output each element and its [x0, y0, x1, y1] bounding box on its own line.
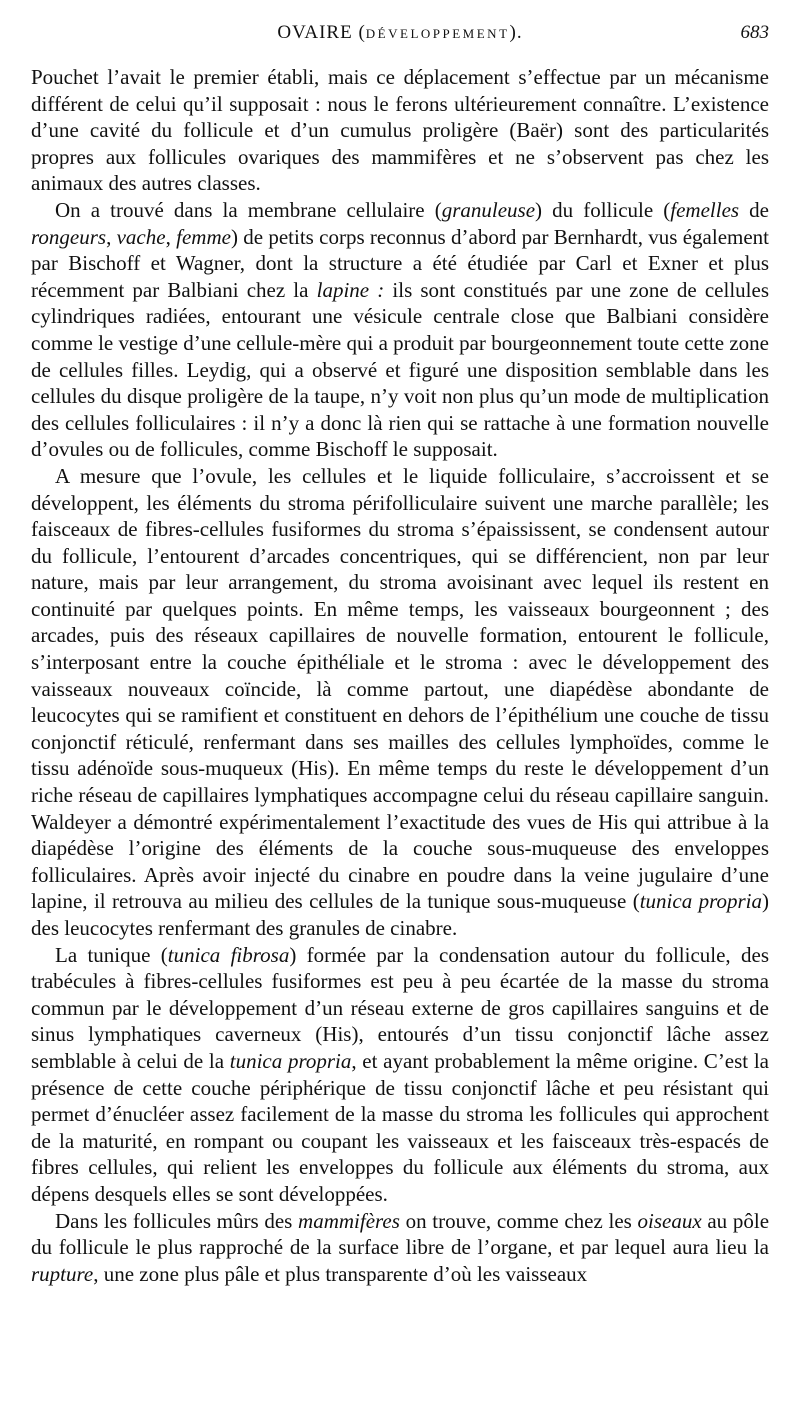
italic-term: tunica fibrosa: [167, 942, 290, 967]
text-run: ils sont constitués par une zone de cellules cylindriques radiées, entourant une vésicule centrale close que Balbiani considère comme le vestige d’une cellule-mère qui a produit par bourgeonnement toute cette zone de cellules filles. Leydig, qui a observé et figuré une disposition semblable dans les cellules du disque proligère de la taupe, n’y voit non plus qu’un mode de multiplication des cellules folliculaires : il n’y a donc là rien qui se rattache à une formation nouvelle d’ovules ou de follicules, comme Bischoff le supposait.: [31, 277, 770, 462]
text-run: ) du follicule (: [535, 197, 671, 222]
italic-term: tunica propria: [229, 1048, 352, 1073]
text-run: Dans les follicules mûrs des: [55, 1208, 299, 1233]
page-number: 683: [740, 22, 769, 43]
text-run: A mesure que l’ovule, les cellules et le liquide folliculaire, s’accroissent et se développent, les éléments du stroma périfolliculaire suivent une marche parallèle; les faisceaux de fibres-cellules fusiformes du stroma s’épaississent, se condensent autour du follicule, l’entourent d’arcades concentriques, qui se différencient, non par leur nature, mais par leur arrangement, du stroma avoisinant avec lequel ils restent en continuité par quelques points. En même temps, les vaisseaux bourgeonnent ; des arcades, puis des réseaux capillaires de nouvelle formation, entourent le follicule, s’interposant entre la couche épithéliale et le stroma : avec le développement des vaisseaux nouveaux coïncide, là comme partout, une diapédèse abondante de leucocytes qui se ramifient et constituent en dehors de l’épithélium une couche de tissu conjonctif réticulé, renfermant dans ses mailles des cellules lymphoïdes, comme le tissu adénoïde sous-muqueux (His). En même temps du reste le développement d’un riche réseau de capillaires lymphatiques accompagne celui du réseau capillaire sanguin. Waldeyer a démontré expérimentalement l’exactitude des vues de His qui attribue à la diapédèse l’origine des éléments de la couche sous-muqueuse des enveloppes folliculaires. Après avoir injecté du cinabre en poudre dans la veine jugulaire d’une lapine, il retrouva au milieu des cellules de la tunique sous-muqueuse (: [31, 463, 769, 914]
text-run: ,: [106, 224, 117, 249]
italic-term: rupture: [31, 1261, 94, 1286]
running-title: [31, 22, 769, 44]
text-run: au pôle du follicule le plus rapproché de la surface libre de l’organe, et par lequel aura lieu la: [31, 1208, 770, 1260]
text-run: On a trouvé dans la membrane cellulaire (: [55, 197, 442, 222]
text-run: ,: [165, 224, 177, 249]
text-run: La tunique (: [55, 942, 168, 967]
text-run: Pouchet l’avait le premier établi, mais ce déplacement s’effectue par un mécanisme différent de celui qu’il supposait : nous le ferons ultérieurement connaître. L’existence d’une cavité du follicule et d’un cumulus proligère (Baër) sont des particularités propres aux follicules ovariques des mammifères et ne s’observent pas chez les animaux des autres classes.: [31, 65, 769, 196]
italic-term: femme: [176, 224, 231, 249]
document-page: [31, 22, 769, 1287]
running-title-end: ).: [509, 22, 523, 43]
text-run: on trouve, comme chez les: [399, 1208, 638, 1233]
paragraph-4: [31, 942, 769, 1208]
running-title-main: OVAIRE (: [277, 22, 366, 43]
paragraph-5: [31, 1208, 769, 1288]
text-run: ) formée par la condensation autour du follicule, des trabécules à fibres-cellules fusiformes est peu à peu écartée de la masse du stroma commun par le développement d’un réseau externe de gros capillaires sanguins et de sinus lymphatiques caverneux (His), entourés d’un tissu conjonctif lâche assez semblable à celui de la: [31, 942, 769, 1073]
italic-term: mammifères: [298, 1208, 400, 1233]
italic-term: tunica propria: [639, 889, 762, 914]
paragraph-3: [31, 463, 769, 942]
paragraph-1: [31, 64, 769, 197]
text-run: ) des leucocytes renfermant des granules de cinabre.: [31, 889, 769, 940]
text-run: ) de petits corps reconnus d’abord par Bernhardt, vus également par Bischoff et Wagner, dont la structure a été étudiée par Carl et Exner et plus récemment par Balbiani chez la: [31, 224, 769, 302]
italic-term: rongeurs: [31, 224, 107, 249]
italic-term: granuleuse: [441, 197, 536, 222]
italic-term: lapine :: [316, 277, 385, 302]
running-title-small-caps: DÉVELOPPEMENT: [365, 26, 510, 41]
body-text: [31, 64, 769, 1287]
italic-term: oiseaux: [637, 1208, 702, 1233]
text-run: , et ayant probablement la même origine. C’est la présence de cette couche périphérique de tissu conjonctif lâche et peu résistant qui permet d’énucléer assez facilement de la masse du stroma les follicules qui approchent de la maturité, en rompant ou coupant les vaisseaux et les faisceaux très-espacés de fibres cellules, qui relient les enveloppes du follicule aux éléments du stroma, aux dépens desquels elles se sont développées.: [31, 1048, 769, 1206]
italic-term: femelles: [670, 197, 740, 222]
italic-term: vache: [116, 224, 166, 249]
text-run: , une zone plus pâle et plus transparente d’où les vaisseaux: [93, 1261, 588, 1286]
running-header: [31, 22, 769, 56]
paragraph-2: [31, 197, 769, 463]
text-run: de: [739, 197, 769, 222]
